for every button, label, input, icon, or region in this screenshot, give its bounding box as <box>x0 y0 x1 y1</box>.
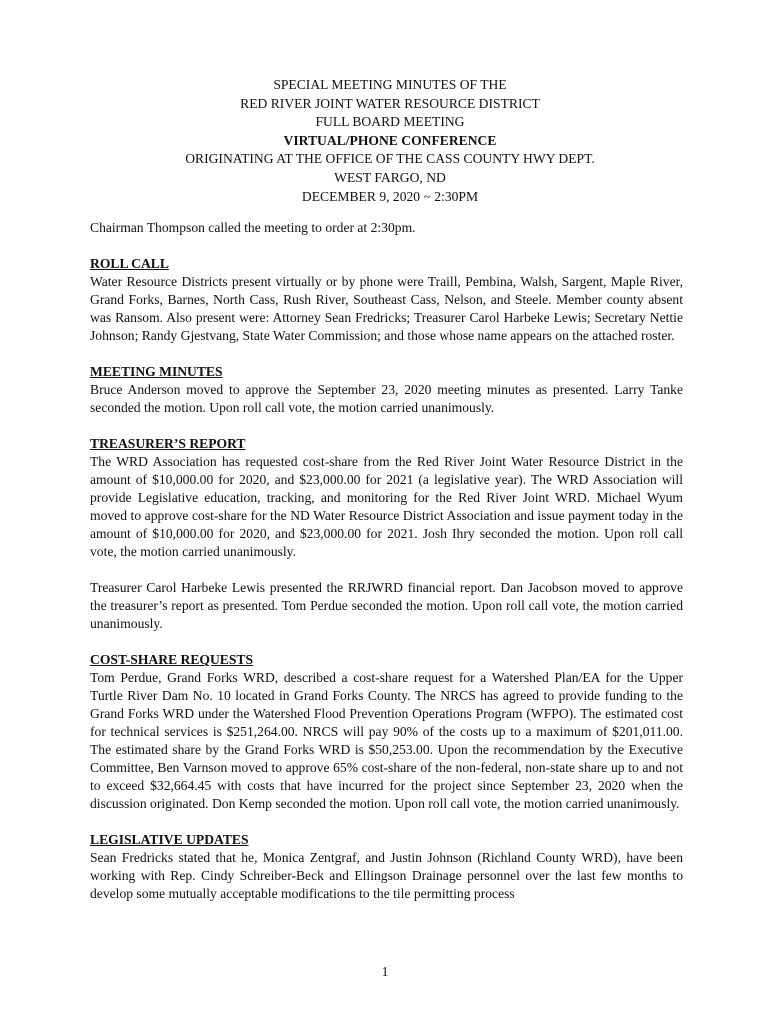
header-line-7: DECEMBER 9, 2020 ~ 2:30PM <box>301 188 479 204</box>
header-line-2: RED RIVER JOINT WATER RESOURCE DISTRICT <box>240 95 540 111</box>
treasurers-report-paragraph-1: The WRD Association has requested cost-share from the Red River Joint Water Resource District in the amount of $10,000.00 for 2020, and $23,000.00 for 2021 (a legislative year). The WRD Association will provide Legislative education, tracking, and monitoring for the Red River Joint WRD. Michael Wyum moved to approve cost-share for the ND Water Resource District Association and issue payment today in the amount of $10,000.00 for 2020, and $23,000.00 for 2021. Josh Ihry seconded the motion. Upon roll call vote, the motion carried unanimously. <box>90 454 683 559</box>
header-line-1: SPECIAL MEETING MINUTES OF THE <box>273 77 507 92</box>
meeting-minutes-paragraph: Bruce Anderson moved to approve the September 23, 2020 meeting minutes as presented. Larry Tanke seconded the motion. Upon roll call vote, the motion carried unanimously. <box>90 382 683 415</box>
page-number: 1 <box>381 964 389 979</box>
roll-call-heading: ROLL CALL <box>90 256 169 271</box>
header-line-4: VIRTUAL/PHONE CONFERENCE <box>283 132 497 148</box>
header-line-6: WEST FARGO, ND <box>334 169 446 185</box>
treasurers-report-paragraph-2: Treasurer Carol Harbeke Lewis presented the RRJWRD financial report. Dan Jacobson moved to approve the treasurer’s report as presented. Tom Perdue seconded the motion. Upon roll call vote, the motion carried unanimously. <box>90 580 683 631</box>
document-body <box>90 219 683 903</box>
intro-paragraph: Chairman Thompson called the meeting to order at 2:30pm. <box>90 220 416 235</box>
legislative-updates-paragraph: Sean Fredricks stated that he, Monica Zentgraf, and Justin Johnson (Richland County WRD), have been working with Rep. Cindy Schreiber-Beck and Ellingson Drainage personnel over the last few months to develop some mutually acceptable modifications to the tile permitting process <box>90 850 683 901</box>
header-line-3: FULL BOARD MEETING <box>315 114 465 130</box>
document-header <box>90 76 690 206</box>
header-line-5: ORIGINATING AT THE OFFICE OF THE CASS COUNTY HWY DEPT. <box>185 151 595 167</box>
legislative-updates-heading: LEGISLATIVE UPDATES <box>90 832 249 847</box>
roll-call-paragraph: Water Resource Districts present virtually or by phone were Traill, Pembina, Walsh, Sargent, Maple River, Grand Forks, Barnes, North Cass, Rush River, Southeast Cass, Nelson, and Steele. Member county absent was Ransom. Also present were: Attorney Sean Fredricks; Treasurer Carol Harbeke Lewis; Secretary Nettie Johnson; Randy Gjestvang, State Water Commission; and those whose name appears on the attached roster. <box>90 274 683 343</box>
cost-share-heading: COST-SHARE REQUESTS <box>90 652 254 667</box>
meeting-minutes-heading: MEETING MINUTES <box>90 364 223 379</box>
treasurers-report-heading: TREASURER’S REPORT <box>90 436 246 451</box>
cost-share-paragraph: Tom Perdue, Grand Forks WRD, described a cost-share request for a Watershed Plan/EA for the Upper Turtle River Dam No. 10 located in Grand Forks County. The NRCS has agreed to provide funding to the Grand Forks WRD under the Watershed Flood Prevention Operations Program (WFPO). The estimated cost for technical services is $251,264.00. NRCS will pay 90% of the costs up to a maximum of $201,011.00. The estimated share by the Grand Forks WRD is $50,253.00. Upon the recommendation by the Executive Committee, Ben Varnson moved to approve 65% cost-share of the non-federal, non-state share up to and not to exceed $32,664.45 with costs that have incurred for the project since September 23, 2020 when the discussion originated. Don Kemp seconded the motion. Upon roll call vote, the motion carried unanimously. <box>90 670 683 811</box>
